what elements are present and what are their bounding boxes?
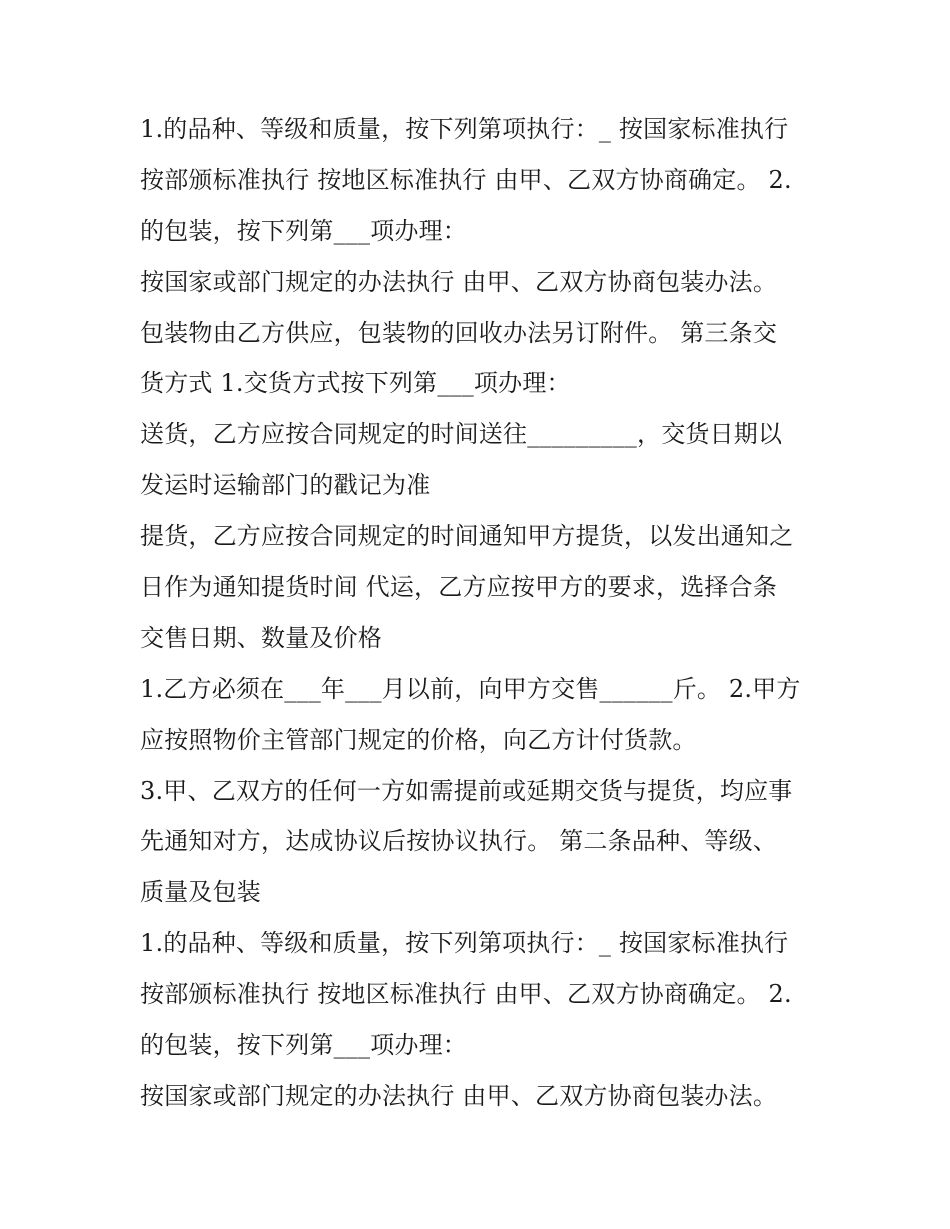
text-line: 3.甲、乙双方的任何一方如需提前或延期交货与提货，均应事 xyxy=(140,776,793,805)
text-line: 1.的品种、等级和质量，按下列第项执行：_ 按国家标准执行 xyxy=(140,115,789,143)
text-line: 提货，乙方应按合同规定的时间通知甲方提货，以发出通知之 xyxy=(140,522,794,551)
text-line: 按国家或部门规定的办法执行 由甲、乙双方协商包装办法。 xyxy=(140,1081,778,1110)
text-line: 发运时运输部门的戳记为准 xyxy=(140,471,431,500)
text-line: 按部颁标准执行 按地区标准执行 由甲、乙双方协商确定。 2. xyxy=(140,980,792,1009)
text-line: 先通知对方，达成协议后按协议执行。 第二条品种、等级、 xyxy=(140,827,778,856)
text-line: 日作为通知提货时间 代运，乙方应按甲方的要求，选择合条 xyxy=(140,573,778,602)
document-body xyxy=(140,104,830,1122)
text-line: 的包装，按下列第___项办理： xyxy=(140,216,467,245)
text-line: 按部颁标准执行 按地区标准执行 由甲、乙双方协商确定。 2. xyxy=(140,165,792,194)
text-line: 交售日期、数量及价格 xyxy=(140,623,382,652)
text-line: 的包装，按下列第___项办理： xyxy=(140,1031,467,1060)
text-line: 按国家或部门规定的办法执行 由甲、乙双方协商包装办法。 xyxy=(140,267,778,296)
text-line: 1.的品种、等级和质量，按下列第项执行：_ 按国家标准执行 xyxy=(140,929,789,958)
text-line: 包装物由乙方供应，包装物的回收办法另订附件。 第三条交 xyxy=(140,318,778,347)
text-line: 送货，乙方应按合同规定的时间送往_________，交货日期以 xyxy=(140,420,783,449)
text-line: 1.乙方必须在___年___月以前，向甲方交售______斤。 2.甲方 xyxy=(140,674,801,703)
text-line: 应按照物价主管部门规定的价格，向乙方计付货款。 xyxy=(140,725,697,754)
text-line: 货方式 1.交货方式按下列第___项办理： xyxy=(140,369,571,398)
text-line: 质量及包装 xyxy=(140,878,261,907)
